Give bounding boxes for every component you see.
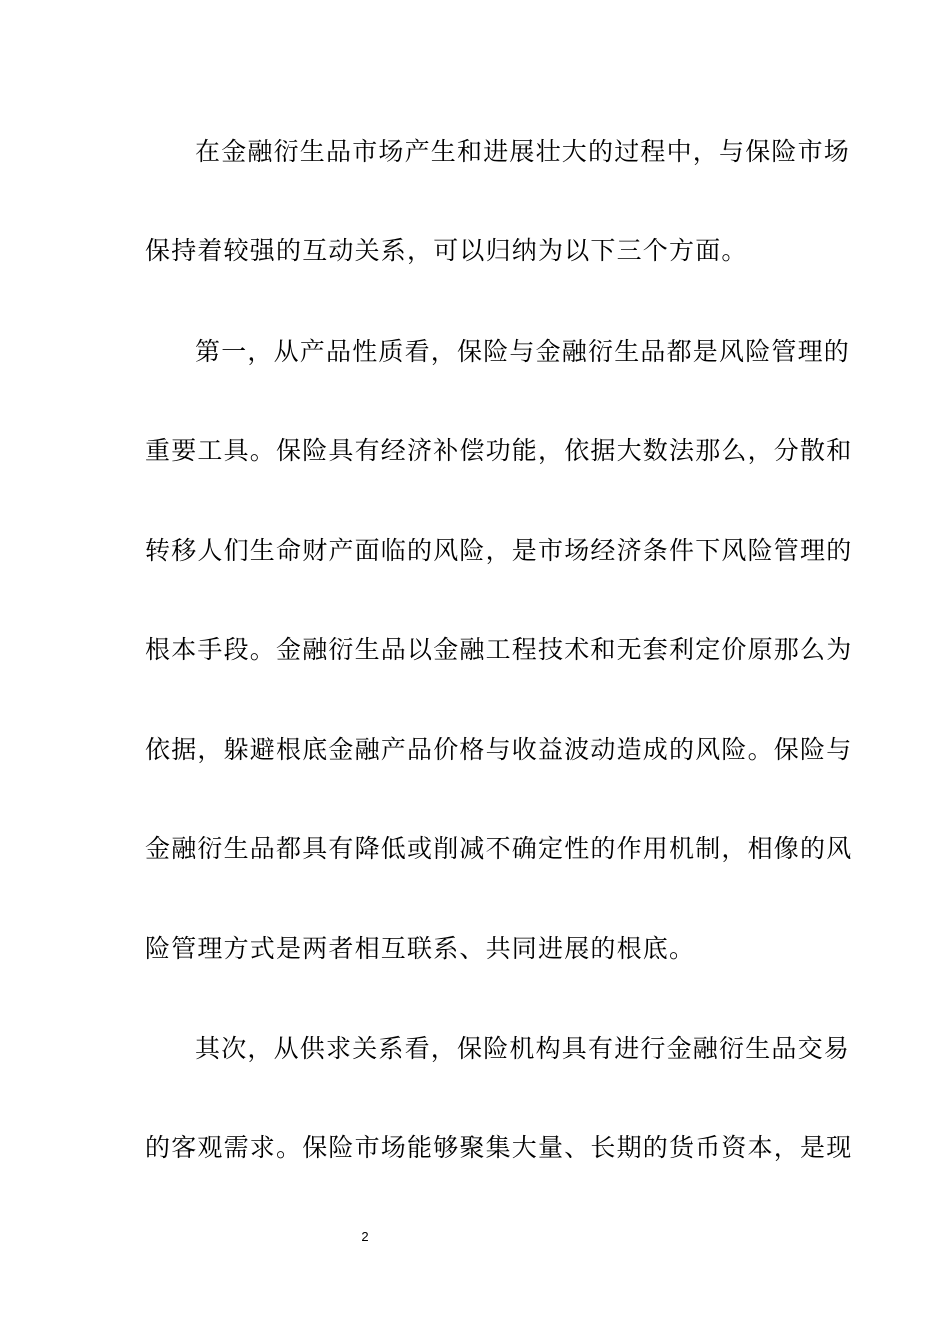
text-line-2: 保持着较强的互动关系，可以归纳为以下三个方面。 xyxy=(145,236,748,265)
text-line-11: 的客观需求。保险市场能够聚集大量、长期的货币资本，是现 xyxy=(145,1133,853,1162)
text-line-7: 依据，躲避根底金融产品价格与收益波动造成的风险。保险与 xyxy=(145,735,853,764)
text-line-10: 其次，从供求关系看，保险机构具有进行金融衍生品交易 xyxy=(195,1034,851,1063)
text-line-9: 险管理方式是两者相互联系、共同进展的根底。 xyxy=(145,934,696,963)
text-line-5: 转移人们生命财产面临的风险，是市场经济条件下风险管理的 xyxy=(145,536,853,565)
text-line-3: 第一，从产品性质看，保险与金融衍生品都是风险管理的 xyxy=(195,337,851,366)
text-line-1: 在金融衍生品市场产生和进展壮大的过程中，与保险市场 xyxy=(195,137,851,166)
text-line-8: 金融衍生品都具有降低或削减不确定性的作用机制，相像的风 xyxy=(145,834,853,863)
text-line-6: 根本手段。金融衍生品以金融工程技术和无套利定价原那么为 xyxy=(145,635,853,664)
text-line-4: 重要工具。保险具有经济补偿功能，依据大数法那么，分散和 xyxy=(145,436,853,465)
page-number: 2 xyxy=(361,1229,369,1244)
